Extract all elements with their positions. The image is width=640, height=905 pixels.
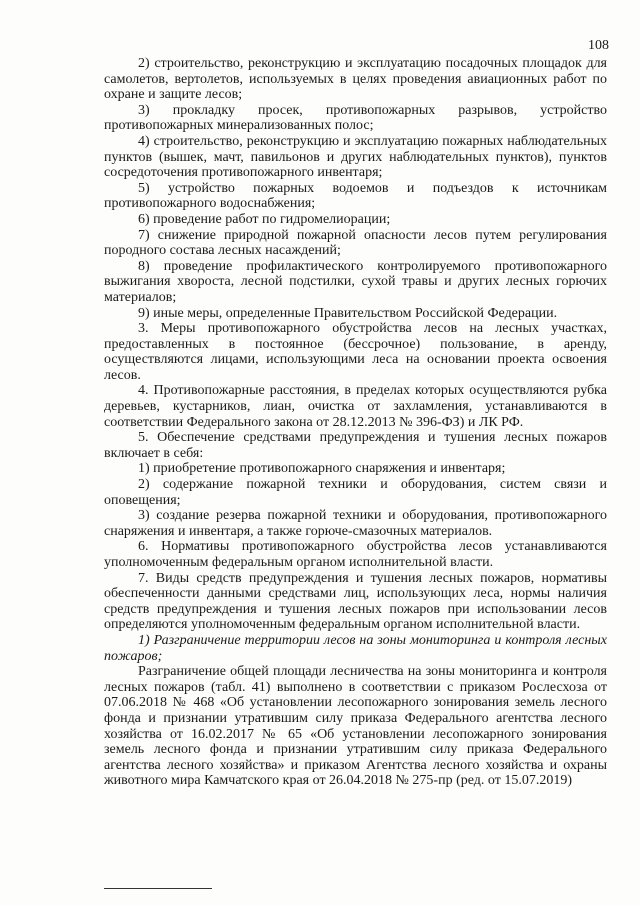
paragraph-section-4: 4. Противопожарные расстояния, в пределах которых осуществляются рубка деревьев, кустарников, лиан, очистка от захламления, устанавливаются в соответствии Федерального закона от 28.12.2013 № 396-ФЗ) и ЛК РФ.: [104, 383, 607, 430]
paragraph-item-7: 7) снижение природной пожарной опасности лесов путем регулирования породного состава лесных насаждений;: [104, 227, 607, 259]
paragraph-section-5: 5. Обеспечение средствами предупреждения и тушения лесных пожаров включает в себя:: [104, 430, 607, 461]
body-text: [104, 56, 607, 789]
paragraph-zoning: Разграничение общей площади лесничества на зоны мониторинга и контроля лесных пожаров (табл. 41) выполнено в соответствии с приказом Рослесхоза от 07.06.2018 № 468 «Об установлении лесопожарного зонирования земель лесного фонда и признании утратившим силу приказа Федерального агентства лесного хозяйства от 16.02.2017 № 65 «Об установлении лесопожарного зонирования земель лесного фонда и признании утратившим силу приказа Федерального агентства лесного хозяйства» и приказом Агентства лесного хозяйства и охраны животного мира Камчатского края от 26.04.2018 № 275-пр (ред. от 15.07.2019): [104, 664, 607, 789]
paragraph-item-4: 4) строительство, реконструкцию и эксплуатацию пожарных наблюдательных пунктов (вышек, мачт, павильонов и других наблюдательных пунктов), пунктов сосредоточения противопожарного инвентаря;: [104, 133, 607, 181]
paragraph-item-8: 8) проведение профилактического контролируемого противопожарного выжигания хвороста, лесной подстилки, сухой травы и других лесных горючих материалов;: [104, 258, 607, 305]
paragraph-section-6: 6. Нормативы противопожарного обустройства лесов устанавливаются уполномоченным федеральным органом исполнительной власти.: [104, 539, 607, 570]
subsection-heading: 1) Разграничение территории лесов на зоны мониторинга и контроля лесных пожаров;: [104, 632, 607, 664]
paragraph-item-3: 3) прокладку просек, противопожарных разрывов, устройство противопожарных минерализованных полос;: [104, 102, 607, 134]
paragraph-item-2: 2) строительство, реконструкцию и эксплуатацию посадочных площадок для самолетов, вертолетов, используемых в целях проведения авиационных работ по охране и защите лесов;: [104, 56, 607, 103]
paragraph-item-5: 5) устройство пожарных водоемов и подъездов к источникам противопожарного водоснабжения;: [104, 180, 607, 212]
paragraph-subitem-2: 2) содержание пожарной техники и оборудования, систем связи и оповещения;: [104, 477, 607, 508]
paragraph-subitem-1: 1) приобретение противопожарного снаряжения и инвентаря;: [138, 461, 506, 477]
paragraph-subitem-3: 3) создание резерва пожарной техники и оборудования, противопожарного снаряжения и инвентаря, а также горюче-смазочных материалов.: [104, 508, 607, 539]
paragraph-item-6: 6) проведение работ по гидромелиорации;: [138, 211, 391, 227]
paragraph-section-3: 3. Меры противопожарного обустройства лесов на лесных участках, предоставленных в постоянное (бессрочное) пользование, в аренду, осуществляются лицами, использующими леса на основании проекта освоения лесов.: [104, 321, 607, 383]
paragraph-section-7: 7. Виды средств предупреждения и тушения лесных пожаров, нормативы обеспеченности данными средствами лиц, использующих леса, нормы наличия средств предупреждения и тушения лесных пожаров при использовании лесов определяются уполномоченным федеральным органом исполнительной власти.: [104, 570, 607, 633]
footnote-divider: [104, 888, 212, 889]
paragraph-item-9: 9) иные меры, определенные Правительством Российской Федерации.: [138, 305, 558, 321]
page-number: 108: [588, 38, 609, 53]
